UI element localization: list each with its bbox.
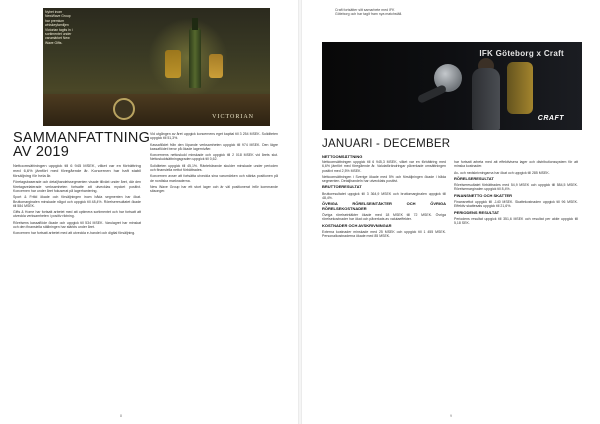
heading-kostnader: KOSTNADER OCH AVSKRIVNINGAR — [322, 222, 392, 228]
title-line-2: AV 2019 — [13, 144, 69, 160]
paragraph: Gifts & Home har fortsatt arbetet med att optimera sortimentet och har fortsatt att utveckla verksamheten i positiv riktning. — [13, 210, 141, 219]
watch-shape — [113, 98, 135, 120]
whiskey-photo — [43, 8, 270, 126]
paragraph: Koncernens nettoskuld minskade och uppgick till 2 018 MSEK vid årets slut. Nettoskuldsättningsgraden uppgick till 0,62. — [150, 153, 278, 162]
photo-caption: Craft fortsätter sitt samarbete med IFK Göteborg och har tagit fram nya matchställ. — [335, 8, 403, 17]
glass-shape — [209, 54, 223, 78]
paragraph: Bruttoresultatet uppgick till 3 364,9 MSEK och bruttomarginalen uppgick till 48,4%. — [322, 191, 446, 201]
paragraph: Av- och nedskrivningarna har ökat och uppgick till 285 MSEK. — [454, 170, 550, 175]
right-column-2 — [454, 160, 578, 228]
title-line-1: SAMMANFATTNING — [13, 130, 151, 146]
heading-finans: FINANSNETTO OCH SKATTER — [454, 192, 513, 198]
table-shape — [43, 94, 270, 126]
right-column-1 — [322, 160, 446, 240]
lead-paragraph: Nettoomsättningen uppgick till 6 945 MSEK, vilket var en förbättring med 6,6% jämfört med föregående år. Koncernen har haft stabil försäljning för hela år. — [13, 163, 141, 178]
paragraph: Finansnettot uppgick till -140 MSEK. Skattekostnaden uppgick till 96 MSEK. Effektiv skattesats uppgick till 21,6%. — [454, 200, 578, 209]
page-number: 8 — [120, 414, 122, 418]
glass-shape — [165, 50, 181, 78]
paragraph: Rörelseresultatet förbättrades med 54,9 MSEK och uppgick till 584,5 MSEK. Rörelsemarginalen uppgick till 8,4%. — [454, 183, 578, 192]
heading-rorelse: RÖRELSERESULTAT — [454, 175, 494, 181]
page-number: 9 — [450, 414, 452, 418]
right-page — [302, 0, 600, 424]
athlete-photo — [322, 42, 582, 130]
bottle-shape — [189, 28, 201, 88]
paragraph: Rörelsens kassaflöde ökade och uppgick till 534 MSEK. Varulagret har minskat och den finansiella ställningen har stärkts under året. — [13, 220, 141, 230]
left-column-2 — [150, 132, 278, 196]
section-title: JANUARI - DECEMBER — [322, 138, 451, 150]
section-label: NETTOOMSÄTTNING — [322, 154, 363, 159]
left-page — [0, 0, 298, 424]
left-column-1 — [13, 164, 141, 238]
paragraph: Företagsbaserade och detaljhandelssegmenten visade tillväxt under året, där den företagsrelaterade verksamheten fortsatte att utvecklas mycket positivt. Koncernen har under året fokuserat på lagerhantering. — [13, 180, 141, 193]
gold-figure-shape — [507, 62, 533, 114]
paragraph: Externa kostnader minskade med 25 MSEK och uppgick till 1 455 MSEK. Personalkostnaderna ökade med 85 MSEK. — [322, 229, 446, 239]
paragraph: Koncernen avser att fortsätta utveckla sina varumärken och stärka positionen på de nordiska marknaderna. — [150, 174, 278, 183]
paragraph: Kassaflödet från den löpande verksamheten uppgick till 974 MSEK. Den lägre kassaflödet beror på ökade lagernivåer. — [150, 142, 278, 151]
paragraph: Nettoomsättningen i Sverige ökade med 5% och försäljningen ökade i båda segmenten. Detaljhandeln har utvecklats positivt. — [322, 174, 446, 184]
paragraph: Övriga rörelseintäkter ökade med 18 MSEK till 72 MSEK. Övriga rörelsekostnader har ökat och påverkats av valutaeffekter. — [322, 212, 446, 222]
team-label: IFK Göteborg x Craft — [479, 49, 564, 58]
arm-shape — [417, 84, 448, 104]
heading-brutto: BRUTTOERESULTAT — [322, 184, 362, 190]
victorian-brand: VICTORIAN — [212, 114, 254, 120]
heading-ovriga: ÖVRIGA RÖRELSEINTÄKTER OCH ÖVRIGA RÖRELSEKOSTNADER — [322, 201, 446, 211]
paragraph: Periodens resultat uppgick till 351,6 MSEK och resultat per aktie uppgick till 5,18 SEK. — [454, 216, 578, 226]
paragraph: Soliditeten uppgick till 45,1%. Räntebärande skulder minskade under perioden och finansiella nettot förbättrades. — [150, 163, 278, 173]
paragraph: Sport & Fritid ökade och försäljningen inom båda segmenten har ökat. Bruttomarginalen minskade något och uppgick till 48,4%. Rörelseresultatet ökade till 584 MSEK. — [13, 195, 141, 208]
paragraph: New Wave Group har ett stort lager och är väl positionerat inför kommande säsonger. — [150, 184, 278, 194]
paragraph: Vid utgången av året uppgick koncernens eget kapital till 3 254 MSEK. Soliditeten uppgick till 51,3%. — [150, 132, 278, 141]
photo-caption: Nyhet inom NewWave Group har premium whiskeyfamiljen Victorian tagits in i sortimentet under varumärket New Wave Gifts. — [45, 10, 73, 45]
paragraph: Koncernen har fortsatt arbetet med att utveckla e-handel och digital försäljning. — [13, 231, 136, 236]
heading-resultat: PERIODENS RESULTAT — [454, 209, 500, 215]
paragraph: Nettoomsättningen uppgick till 6 945,3 MSEK, vilket var en förbättring med 6,6% jämfört med föregående år. Valutaförändringar påverkade omsättningen positivt med 2,5% MSEK. — [322, 160, 446, 173]
paragraph: har fortsatt arbeta med att effektivisera lager och distributionssystem för att minska kostnader. — [454, 160, 578, 169]
craft-logo: CRAFT — [537, 115, 564, 122]
body-shape — [472, 68, 500, 130]
